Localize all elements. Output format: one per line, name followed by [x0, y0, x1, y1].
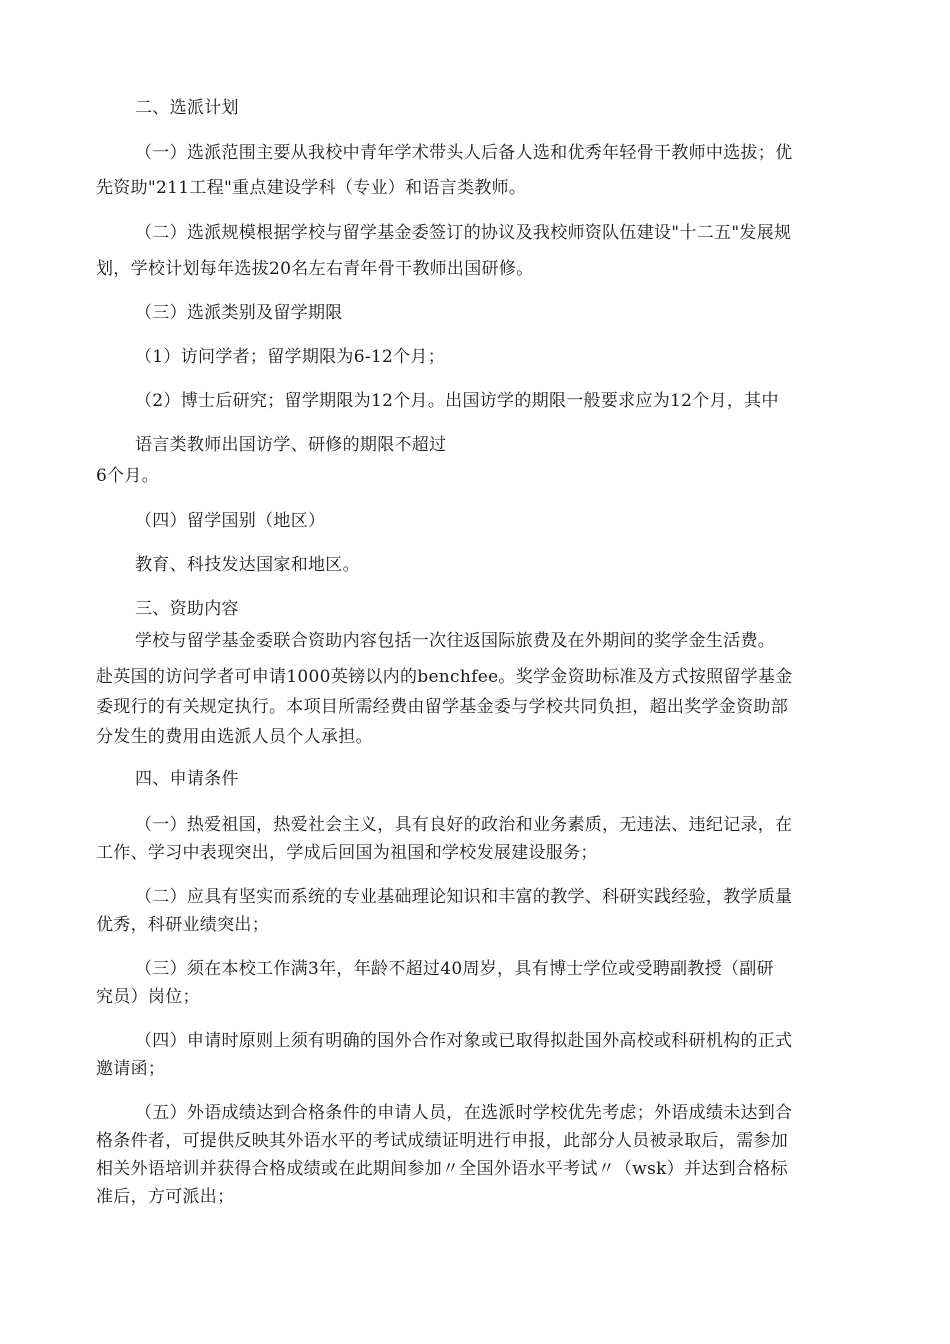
- paragraph-line: 语言类教师出国访学、研修的期限不超过: [135, 435, 447, 455]
- section-heading-funding: 三、资助内容: [135, 599, 239, 619]
- paragraph-line: 6个月。: [96, 466, 160, 486]
- section-heading-selection-plan: 二、选派计划: [135, 98, 239, 118]
- paragraph-line: 优秀，科研业绩突出；: [96, 915, 269, 935]
- paragraph-line: 学校与留学基金委联合资助内容包括一次往返国际旅费及在外期间的奖学金生活费。: [135, 631, 776, 651]
- paragraph-line: 准后，方可派出；: [96, 1187, 235, 1207]
- paragraph-line: （三）须在本校工作满3年，年龄不超过40周岁，具有博士学位或受聘副教授（副研: [135, 959, 774, 979]
- paragraph-line: 工作、学习中表现突出，学成后回国为祖国和学校发展建设服务；: [96, 843, 598, 863]
- paragraph-line: （一）热爱祖国，热爱社会主义，具有良好的政治和业务素质，无违法、违纪记录，在: [135, 815, 793, 835]
- paragraph-line: （四）申请时原则上须有明确的国外合作对象或已取得拟赴国外高校或科研机构的正式: [135, 1031, 793, 1051]
- paragraph-line: 分发生的费用由选派人员个人承担。: [96, 727, 373, 747]
- section-heading-eligibility: 四、申请条件: [135, 769, 239, 789]
- paragraph-line: （一）选派范围主要从我校中青年学术带头人后备人选和优秀年轻骨干教师中选拔；优: [135, 143, 793, 163]
- paragraph-line: 相关外语培训并获得合格成绩或在此期间参加〃全国外语水平考试〃（wsk）并达到合格标: [96, 1159, 788, 1179]
- paragraph-line: （二）选派规模根据学校与留学基金委签订的协议及我校师资队伍建设"十二五"发展规: [135, 223, 792, 243]
- paragraph-line: （2）博士后研究；留学期限为12个月。出国访学的期限一般要求应为12个月，其中: [135, 391, 779, 411]
- paragraph-line: 邀请函；: [96, 1059, 166, 1079]
- paragraph-line: 划，学校计划每年选拔20名左右青年骨干教师出国研修。: [96, 259, 534, 279]
- paragraph-line: 格条件者，可提供反映其外语水平的考试成绩证明进行申报，此部分人员被录取后，需参加: [96, 1131, 788, 1151]
- paragraph-line: （四）留学国别（地区）: [135, 511, 326, 531]
- paragraph-line: （三）选派类别及留学期限: [135, 303, 343, 323]
- paragraph-line: （二）应具有坚实而系统的专业基础理论知识和丰富的教学、科研实践经验，教学质量: [135, 887, 793, 907]
- paragraph-line: 赴英国的访问学者可申请1000英镑以内的benchfee。奖学金资助标准及方式按照留学基金: [96, 667, 793, 687]
- paragraph-line: 究员）岗位；: [96, 987, 200, 1007]
- paragraph-line: 先资助"211工程"重点建设学科（专业）和语言类教师。: [96, 178, 527, 198]
- paragraph-line: （1）访问学者；留学期限为6-12个月；: [135, 347, 446, 367]
- paragraph-line: 教育、科技发达国家和地区。: [135, 555, 360, 575]
- paragraph-line: 委现行的有关规定执行。本项目所需经费由留学基金委与学校共同负担，超出奖学金资助部: [96, 697, 788, 717]
- paragraph-line: （五）外语成绩达到合格条件的申请人员，在选派时学校优先考虑；外语成绩未达到合: [135, 1103, 793, 1123]
